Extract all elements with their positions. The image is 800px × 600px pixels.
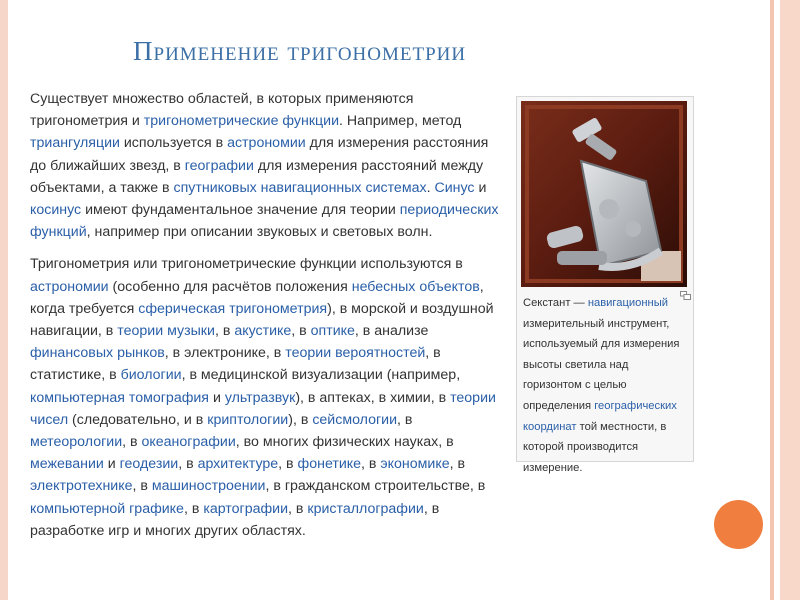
text-run: измерительный инструмент, используемый для измерения высоты светила над горизонтом с целью определения [523, 317, 680, 412]
wiki-link[interactable]: машиностроении [151, 478, 266, 495]
text-run: , в статистике, в [30, 345, 441, 384]
sextant-illustration [521, 101, 687, 287]
wiki-link[interactable]: астрономии [227, 135, 306, 152]
text-run: , в электронике, в [164, 345, 286, 362]
wiki-link[interactable]: небесных объектов [351, 278, 480, 295]
wiki-link[interactable]: теории музыки [117, 323, 215, 340]
wiki-link[interactable]: геодезии [119, 456, 179, 473]
text-run: . [426, 179, 435, 196]
paragraph-1 [30, 88, 505, 243]
wiki-link[interactable]: навигационный [587, 297, 669, 309]
wiki-link[interactable]: биологии [120, 367, 182, 384]
text-run: Тригонометрия или тригонометрические функции используются в [30, 256, 463, 273]
wiki-link[interactable]: оптике [310, 323, 355, 340]
image-figure [516, 96, 694, 474]
text-run: , в [214, 323, 235, 340]
slide-title: Применение тригонометрии [133, 36, 467, 66]
wiki-link[interactable]: электротехнике [30, 478, 133, 495]
text-run: , в [278, 456, 298, 473]
wiki-link[interactable]: теории вероятностей [285, 345, 426, 362]
wiki-link[interactable]: метеорологии [30, 434, 123, 451]
wiki-link[interactable]: географических координат [523, 399, 677, 433]
text-run: . Например, метод [339, 113, 462, 130]
wiki-link[interactable]: картографии [203, 500, 289, 517]
wiki-link[interactable]: кристаллографии [307, 500, 424, 517]
text-run: , в гражданском строительстве, в [265, 478, 486, 495]
wiki-link[interactable]: сейсмологии [312, 411, 398, 428]
wiki-link[interactable]: косинус [30, 202, 82, 219]
text-run: и [103, 456, 120, 473]
wiki-link[interactable]: архитектуре [197, 456, 279, 473]
wiki-link[interactable]: фонетике [297, 456, 362, 473]
wiki-link[interactable]: криптологии [207, 411, 289, 428]
text-run: (следовательно, и в [68, 411, 208, 428]
text-run: используется в [119, 135, 228, 152]
text-run: , в [291, 323, 311, 340]
text-run: , в медицинской визуализации (например, [181, 367, 461, 384]
text-run: ), в [288, 411, 313, 428]
text-run: Секстант — [523, 297, 588, 309]
wiki-link[interactable]: географии [184, 157, 254, 174]
wiki-link[interactable]: теории чисел [30, 389, 496, 428]
wiki-link[interactable]: экономике [380, 456, 450, 473]
text-run: , во многих физических науках, в [235, 434, 454, 451]
wiki-link[interactable]: тригонометрические функции [143, 113, 340, 130]
wiki-link[interactable]: финансовых рынков [30, 345, 165, 362]
wiki-link[interactable]: сферическая тригонометрия [138, 300, 328, 317]
wiki-link[interactable]: межевании [30, 456, 104, 473]
text-run: ), в аптеках, в химии, в [295, 389, 451, 406]
wiki-link[interactable]: астрономии [30, 278, 109, 295]
left-decor-stripe [0, 0, 8, 600]
text-run: (особенно для расчётов положения [108, 278, 352, 295]
wiki-link[interactable]: океанографии [141, 434, 236, 451]
article-text [30, 88, 505, 552]
text-run: , в [122, 434, 142, 451]
text-run: ), в морской и воздушной навигации, в [30, 300, 494, 340]
figure-caption [523, 293, 689, 478]
wiki-link[interactable]: акустике [234, 323, 292, 340]
decorative-orange-circle [714, 500, 763, 549]
wiki-link[interactable]: спутниковых навигационных системах [173, 179, 427, 196]
text-run: , в [288, 500, 308, 517]
text-run: , в [449, 456, 466, 473]
text-run: , в разработке игр и многих других областях. [30, 500, 440, 539]
text-run: , в [183, 500, 204, 517]
wiki-link[interactable]: ультразвук [224, 389, 296, 406]
wiki-link[interactable]: периодических функций [30, 202, 499, 241]
text-run: , в [397, 411, 413, 428]
text-run: и [209, 389, 225, 406]
text-run: той местности, в которой производится измерение. [523, 420, 667, 474]
text-run: имеют фундаментальное значение для теории [81, 202, 400, 219]
wiki-link[interactable]: компьютерной графике [30, 500, 184, 517]
wiki-link[interactable]: компьютерная томография [30, 389, 209, 406]
text-run: , например при описании звуковых и световых волн. [86, 224, 433, 241]
wiki-link[interactable]: триангуляции [30, 135, 120, 152]
enlarge-icon[interactable] [680, 291, 691, 300]
text-run: Существует множество областей, в которых применяются тригонометрия и [30, 91, 414, 130]
right-decor-stripes [764, 0, 800, 600]
text-run: , в [132, 478, 152, 495]
wiki-link[interactable]: Синус [434, 179, 475, 196]
text-run: , в [361, 456, 381, 473]
paragraph-2 [30, 253, 505, 542]
sextant-photo[interactable] [521, 101, 687, 287]
text-run: , когда требуется [30, 278, 484, 317]
text-run: для измерения расстояния до ближайших звезд, в [30, 135, 489, 174]
text-run: для измерения расстояний между объектами, а также в [30, 157, 484, 196]
text-run: , в [178, 456, 198, 473]
text-run: , в анализе [354, 323, 429, 340]
text-run: и [474, 179, 487, 196]
